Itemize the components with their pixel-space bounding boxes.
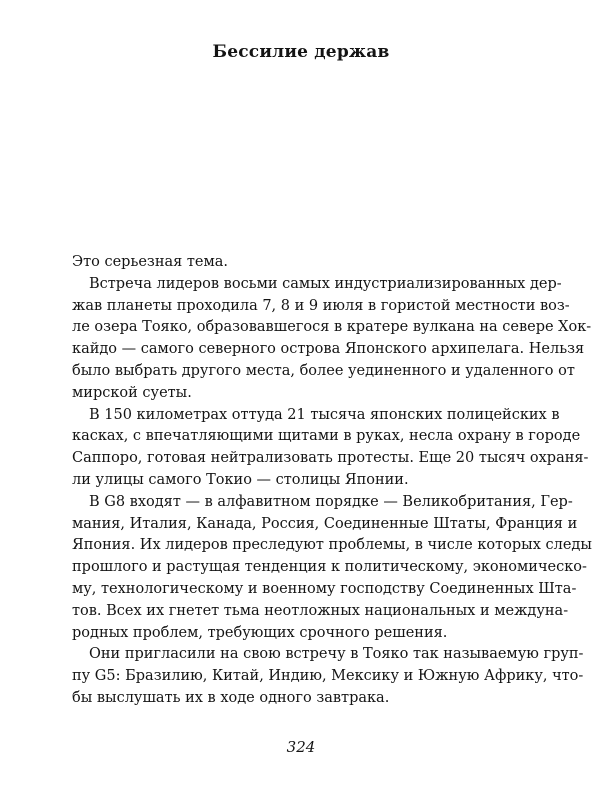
text-line: было выбрать другого места, более уединенного и удаленного от — [72, 362, 575, 379]
page-number: 324 — [286, 738, 316, 756]
text-line: В G8 входят — в алфавитном порядке — Великобритания, Гер- — [89, 493, 573, 510]
text-line: Саппоро, готовая нейтрализовать протесты. Еще 20 тысяч охраня- — [72, 450, 589, 467]
text-line: Встреча лидеров восьми самых индустриализированных дер- — [89, 275, 562, 292]
text-line: мирской суеты. — [72, 384, 192, 401]
text-line: В 150 километрах оттуда 21 тысяча японских полицейских в — [89, 406, 560, 423]
body-text — [72, 252, 592, 710]
text-line: бы выслушать их в ходе одного завтрака. — [72, 689, 390, 706]
text-line: мания, Италия, Канада, Россия, Соединенные Штаты, Франция и — [72, 515, 578, 532]
text-line: прошлого и растущая тенденция к политическому, экономическо- — [72, 559, 587, 576]
text-line: Это серьезная тема. — [72, 254, 229, 270]
text-line: тов. Всех их гнетет тьма неотложных национальных и междуна- — [72, 602, 569, 619]
text-line: пу G5: Бразилию, Китай, Индию, Мексику и Южную Африку, что- — [72, 668, 584, 685]
text-line: кайдо — самого северного острова Японского архипелага. Нельзя — [72, 341, 585, 358]
text-line: жав планеты проходила 7, 8 и 9 июля в гористой местности воз- — [72, 297, 570, 314]
text-line: му, технологическому и военному господству Соединенных Шта- — [72, 580, 577, 597]
text-line: Япония. Их лидеров преследуют проблемы, в числе которых следы — [72, 537, 592, 554]
text-line: касках, с впечатляющими щитами в руках, несла охрану в городе — [72, 428, 581, 445]
text-line: ли улицы самого Токио — столицы Японии. — [72, 471, 409, 488]
chapter-title: Бессилие держав — [212, 42, 390, 62]
text-line: родных проблем, требующих срочного решения. — [72, 624, 448, 641]
text-line: ле озера Тояко, образовавшегося в кратере вулкана на севере Хок- — [72, 319, 592, 336]
text-line: Они пригласили на свою встречу в Тояко так называемую груп- — [89, 646, 584, 663]
